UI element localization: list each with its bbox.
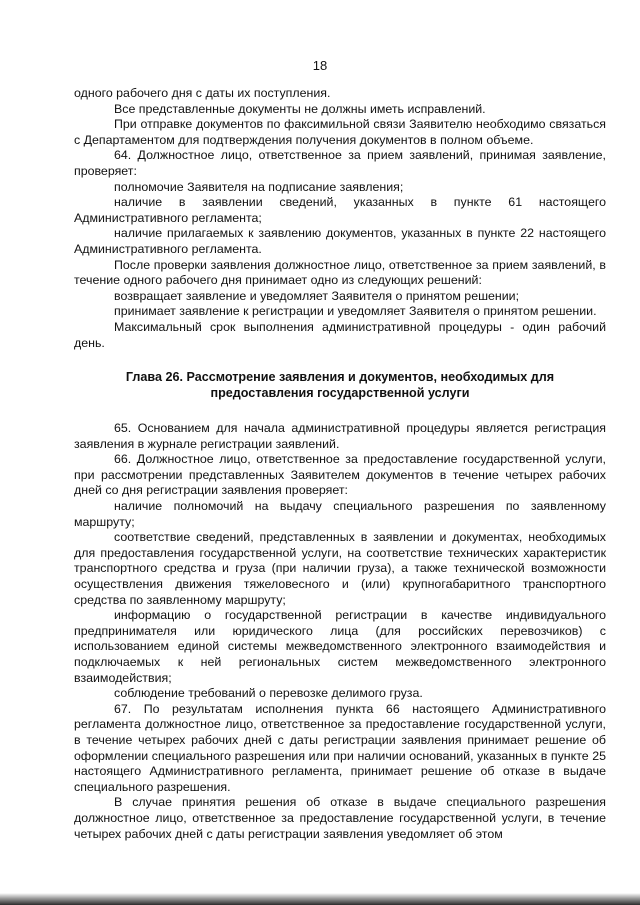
- paragraph: наличие полномочий на выдачу специального разрешения по заявленному маршруту;: [74, 499, 606, 529]
- paragraph: возвращает заявление и уведомляет Заявителя о принятом решении;: [114, 288, 520, 303]
- paragraph: одного рабочего дня с даты их поступления.: [74, 86, 331, 100]
- paragraph: Все представленные документы не должны иметь исправлений.: [114, 101, 486, 116]
- page-number: 18: [312, 58, 328, 73]
- paragraph: 65. Основанием для начала административной процедуры является регистрация заявления в журнале регистрации заявлений.: [74, 421, 606, 451]
- paragraph: наличие в заявлении сведений, указанных в пункте 61 настоящего Административного регламента;: [74, 195, 606, 225]
- paragraph: соответствие сведений, представленных в заявлении и документах, необходимых для предоставления государственной услуги, на соответствие технических характеристик транспортного средства и груза (при наличии груза), а также технической возможности осуществления движения тяжеловесного и (или) крупногабаритного транспортного средства по заявленному маршруту;: [74, 530, 606, 607]
- paragraph: соблюдение требований о перевозке делимого груза.: [114, 686, 423, 701]
- paragraph: Максимальный срок выполнения административной процедуры - один рабочий день.: [74, 319, 606, 350]
- scan-bottom-edge: [0, 893, 640, 905]
- paragraph: полномочие Заявителя на подписание заявления;: [114, 179, 404, 194]
- paragraph: При отправке документов по факсимильной связи Заявителю необходимо связаться с Департаментом для подтверждения получения документов в полном объеме.: [74, 117, 606, 147]
- chapter-heading: Глава 26. Рассмотрение заявления и документов, необходимых для предоставления государственной услуги: [125, 370, 555, 401]
- paragraph: После проверки заявления должностное лицо, ответственное за прием заявлений, в течение одного рабочего дня принимает одно из следующих решений:: [74, 257, 606, 288]
- paragraph: информацию о государственной регистрации в качестве индивидуального предпринимателя или юридического лица (для российских перевозчиков) с использованием единой системы межведомственного электронного взаимодействия и подключаемых к ней региональных систем межведомственного электронного взаимодействия;: [74, 608, 606, 685]
- paragraphs-after-heading: [74, 421, 606, 842]
- paragraph: принимает заявление к регистрации и уведомляет Заявителя о принятом решении.: [114, 304, 597, 319]
- document-body: [74, 86, 606, 842]
- paragraph: 66. Должностное лицо, ответственное за предоставление государственной услуги, при рассмотрении представленных Заявителем документов в течение четырех рабочих дней со дня регистрации заявления проверяет:: [74, 452, 606, 498]
- paragraph: 67. По результатам исполнения пункта 66 настоящего Административного регламента должностное лицо, ответственное за предоставление государственной услуги, в течение четырех рабочих дней с даты регистрации заявления принимает решение об оформлении специального разрешения или при наличии оснований, указанных в пункте 25 настоящего Административного регламента, принимает решение об отказе в выдаче специального разрешения.: [74, 701, 606, 794]
- paragraph: наличие прилагаемых к заявлению документов, указанных в пункте 22 настоящего Административного регламента.: [74, 226, 606, 256]
- paragraphs-before-heading: [74, 86, 606, 351]
- paragraph: 64. Должностное лицо, ответственное за прием заявлений, принимая заявление, проверяет:: [74, 148, 606, 178]
- paragraph: В случае принятия решения об отказе в выдаче специального разрешения должностное лицо, ответственное за предоставление государственной услуги, в течение четырех рабочих дней с даты регистрации заявления уведомляет об этом: [74, 795, 606, 841]
